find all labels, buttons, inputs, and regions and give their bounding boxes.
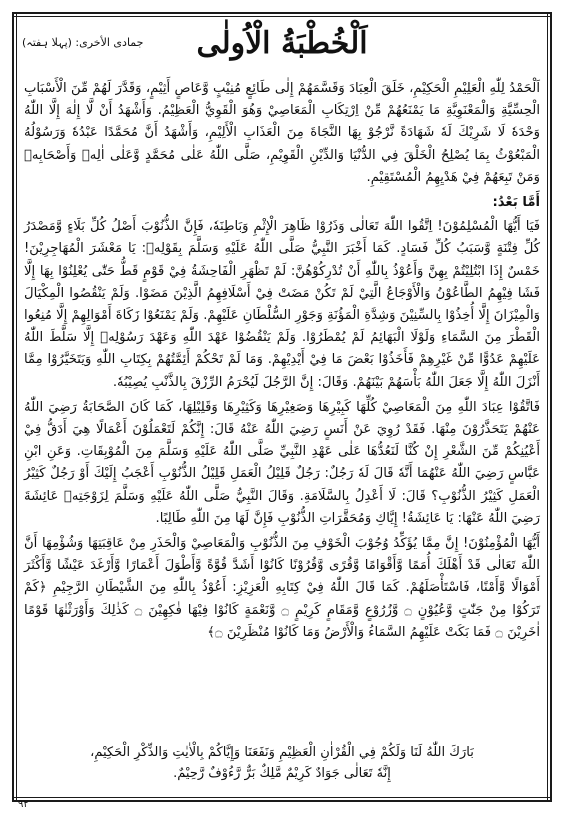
paragraph: [24, 397, 540, 530]
closing-line: إِنَّهٗ تَعَالٰى جَوَادٌ كَرِيْمٌ مَّلِكٌ بَرٌّ رَّءُوْفٌ رَّحِيْمٌ.: [173, 766, 391, 781]
quran-paragraph: أَيُّهَا الْمُؤْمِنُوْنَ! إِنَّ مِمَّا يُؤَكِّدُ وُجُوْبَ الْخَوْفِ مِنَ الذُّنُوْبِ وَالْمَعَاصِيْ وَالْحَذَرِ مِنْ عَاقِبَتِهَا وَشُؤْمِهَا أَنَّ اللّٰهَ تَعَالٰى قَدْ أَهْلَكَ أُمَمًا وَّأَقْوَامًا وَّقُرًى وَّقُرُوْنًا كَانُوْا أَشَدَّ قُوَّةً وَّأَطْوَلَ أَعْمَارًا وَّأَرْغَدَ عَيْشًا وَّأَكْثَرَ أَمْوَالًا وَّأَمْنًا، فَاسْتَأْصَلَهُمْ. كَمَا قَالَ اللّٰهُ فِيْ كِتَابِهِ الْعَزِيْزِ: أَعُوْذُ بِاللّٰهِ مِنَ الشَّيْطَانِ الرَّجِيْمِ ﴿كَمْ تَرَكُوْا مِنْ جَنّٰتٍ وَّعُيُوْنٍ ۝ وَّزُرُوْعٍ وَّمَقَامٍ كَرِيْمٍ ۝ وَّنَعْمَةٍ كَانُوْا فِيْهَا فٰكِهِيْنَ ۝ كَذٰلِكَ وَأَوْرَثْنٰهَا قَوْمًا اٰخَرِيْنَ ۝ فَمَا بَكَتْ عَلَيْهِمُ السَّمَاءُ وَالْأَرْضُ وَمَا كَانُوْا مُنْظَرِيْنَ ۝﴾: [24, 536, 540, 640]
paragraph: [24, 533, 540, 644]
opening-paragraph: اَلْحَمْدُ لِلّٰهِ الْعَلِيْمِ الْحَكِيْمِ، خَلَقَ الْعِبَادَ وَقَسَّمَهُمْ إِلٰى طَائِعٍ مُنِيْبٍ وَّعَاصٍ أَثِيْمٍ، وَقَدَّرَ لَهُمْ مِّنَ الْأَسْبَابِ الْحِسِّيَّةِ وَالْمَعْنَوِيَّةِ مَا يَمْنَعُهُمْ مِّنْ اِرْتِكَابِ الْمَعَاصِيْ وَهُوَ الْقَوِيُّ الْعَظِيْمُ. وَأَشْهَدُ أَنْ لَّا إِلٰهَ إِلَّا اللّٰهُ وَحْدَهٗ لَا شَرِيْكَ لَهٗ شَهَادَةً نَّرْجُوْ بِهَا النَّجَاةَ مِنَ الْعَذَابِ الْأَلِيْمِ، وَأَشْهَدُ أَنَّ مُحَمَّدًا عَبْدُهٗ وَرَسُوْلُهُ الْمَبْعُوْثُ بِمَا يُصْلِحُ الْخَلْقَ فِي الدُّنْيَا وَالدِّيْنِ الْقَوِيْمِ، صَلَّى اللّٰهُ عَلٰى مُحَمَّدٍ وَّعَلٰى اٰلِهٖ وَأَصْحَابِهٖ وَمَنْ تَبِعَهُمْ فِيْ هَدْيِهِمُ الْمُسْتَقِيْمِ.: [24, 81, 540, 185]
closing-dua: [24, 742, 540, 784]
paragraph: [24, 216, 540, 394]
sermon-body: [24, 78, 540, 647]
hadith-paragraph: فَيَا أَيُّهَا الْمُسْلِمُوْنَ! اِتَّقُوا اللّٰهَ تَعَالٰى وَذَرُوْا ظَاهِرَ الْإِثْمِ وَبَاطِنَهٗ، فَإِنَّ الذُّنُوْبَ أَصْلُ كُلِّ بَلَاءٍ وَّمَصْدَرُ كُلِّ فِتْنَةٍ وَّسَبَبُ كُلِّ فَسَادٍ. كَمَا أَخْبَرَ النَّبِيُّ صَلَّى اللّٰهُ عَلَيْهِ وَسَلَّمَ بِقَوْلِهٖ: يَا مَعْشَرَ الْمُهَاجِرِيْنَ! خَمْسٌ إِذَا ابْتُلِيْتُمْ بِهِنَّ وَأَعُوْذُ بِاللّٰهِ أَنْ تُدْرِكُوْهُنَّ: لَمْ تَظْهَرِ الْفَاحِشَةُ فِيْ قَوْمٍ قَطُّ حَتّٰى يُعْلِنُوْا بِهَا إِلَّا فَشَا فِيْهِمُ الطَّاعُوْنُ وَالْأَوْجَاعُ الَّتِيْ لَمْ تَكُنْ مَضَتْ فِيْ أَسْلَافِهِمُ الَّذِيْنَ مَضَوْا. وَلَمْ يَنْقُصُوا الْمِكْيَالَ وَالْمِيْزَانَ إِلَّا أُخِذُوْا بِالسِّنِيْنَ وَشِدَّةِ الْمَؤُنَةِ وَجَوْرِ السُّلْطَانِ عَلَيْهِمْ. وَلَمْ يَمْنَعُوْا زَكَاةَ أَمْوَالِهِمْ إِلَّا مُنِعُوا الْقَطْرَ مِنَ السَّمَاءِ وَلَوْلَا الْبَهَائِمُ لَمْ يُمْطَرُوْا. وَلَمْ يَنْقُضُوْا عَهْدَ اللّٰهِ وَعَهْدَ رَسُوْلِهٖ إِلَّا سَلَّطَ اللّٰهُ عَلَيْهِمْ عَدُوًّا مِّنْ غَيْرِهِمْ فَأَخَذُوْا بَعْضَ مَا فِيْ أَيْدِيْهِمْ. وَمَا لَمْ تَحْكُمْ أَئِمَّتُهُمْ بِكِتَابِ اللّٰهِ وَيَتَخَيَّرُوْا مِمَّا أَنْزَلَ اللّٰهُ إِلَّا جَعَلَ اللّٰهُ بَأْسَهُمْ بَيْنَهُمْ. وَقَالَ: إِنَّ الرَّجُلَ لَيُحْرَمُ الرِّزْقَ بِالذَّنْبِ يُصِيْبُهٗ.: [24, 219, 540, 390]
companions-paragraph: فَاتَّقُوْا عِبَادَ اللّٰهِ مِنَ الْمَعَاصِيْ كُلِّهَا كَبِيْرِهَا وَصَغِيْرِهَا وَكَثِيْرِهَا وَقَلِيْلِهَا، كَمَا كَانَ الصَّحَابَةُ رَضِيَ اللّٰهُ عَنْهُمْ يَتَحَذَّرُوْنَ مِنْهَا. فَقَدْ رُوِيَ عَنْ أَنَسٍ رَضِيَ اللّٰهُ عَنْهُ قَالَ: إِنَّكُمْ لَتَعْمَلُوْنَ أَعْمَالًا هِيَ أَدَقُّ فِيْ أَعْيُنِكُمْ مِّنَ الشَّعْرِ إِنْ كُنَّا لَنَعُدُّهَا عَلٰى عَهْدِ النَّبِيِّ صَلَّى اللّٰهُ عَلَيْهِ وَسَلَّمَ مِنَ الْمُوْبِقَاتِ. وَعَنِ ابْنِ عَبَّاسٍ رَضِيَ اللّٰهُ عَنْهُمَا أَنَّهٗ قَالَ لَهٗ رَجُلٌ: رَجُلٌ قَلِيْلُ الْعَمَلِ قَلِيْلُ الذُّنُوْبِ أَعْجَبُ إِلَيْكَ أَوْ رَجُلٌ كَثِيْرُ الْعَمَلِ كَثِيْرُ الذُّنُوْبِ؟ قَالَ: لَا أَعْدِلُ بِالسَّلَامَةِ. وَقَالَ النَّبِيُّ صَلَّى اللّٰهُ عَلَيْهِ وَسَلَّمَ لِزَوْجَتِهٖ عَائِشَةَ رَضِيَ اللّٰهُ عَنْهَا: يَا عَائِشَةُ! إِيَّاكِ وَمُحَقَّرَاتِ الذُّنُوْبِ فَإِنَّ لَهَا مِنَ اللّٰهِ طَالِبًا.: [24, 399, 540, 526]
header: [12, 26, 552, 70]
paragraph: [24, 78, 540, 189]
closing-line: بَارَكَ اللّٰهُ لَنَا وَلَكُمْ فِي الْقُرْاٰنِ الْعَظِيْمِ وَنَفَعَنَا وَإِيَّاكُمْ بِالْاٰيٰتِ وَالذِّكْرِ الْحَكِيْمِ،: [90, 745, 474, 760]
amma-bad-heading: أَمَّا بَعْدُ:: [492, 195, 540, 211]
month-label: جمادى الأخرى: (پہلا ہفتہ): [22, 36, 144, 49]
page-number: ۹۲: [18, 799, 29, 810]
page-title: اَلْخُطْبَةُ الْاُولٰى: [196, 26, 368, 61]
